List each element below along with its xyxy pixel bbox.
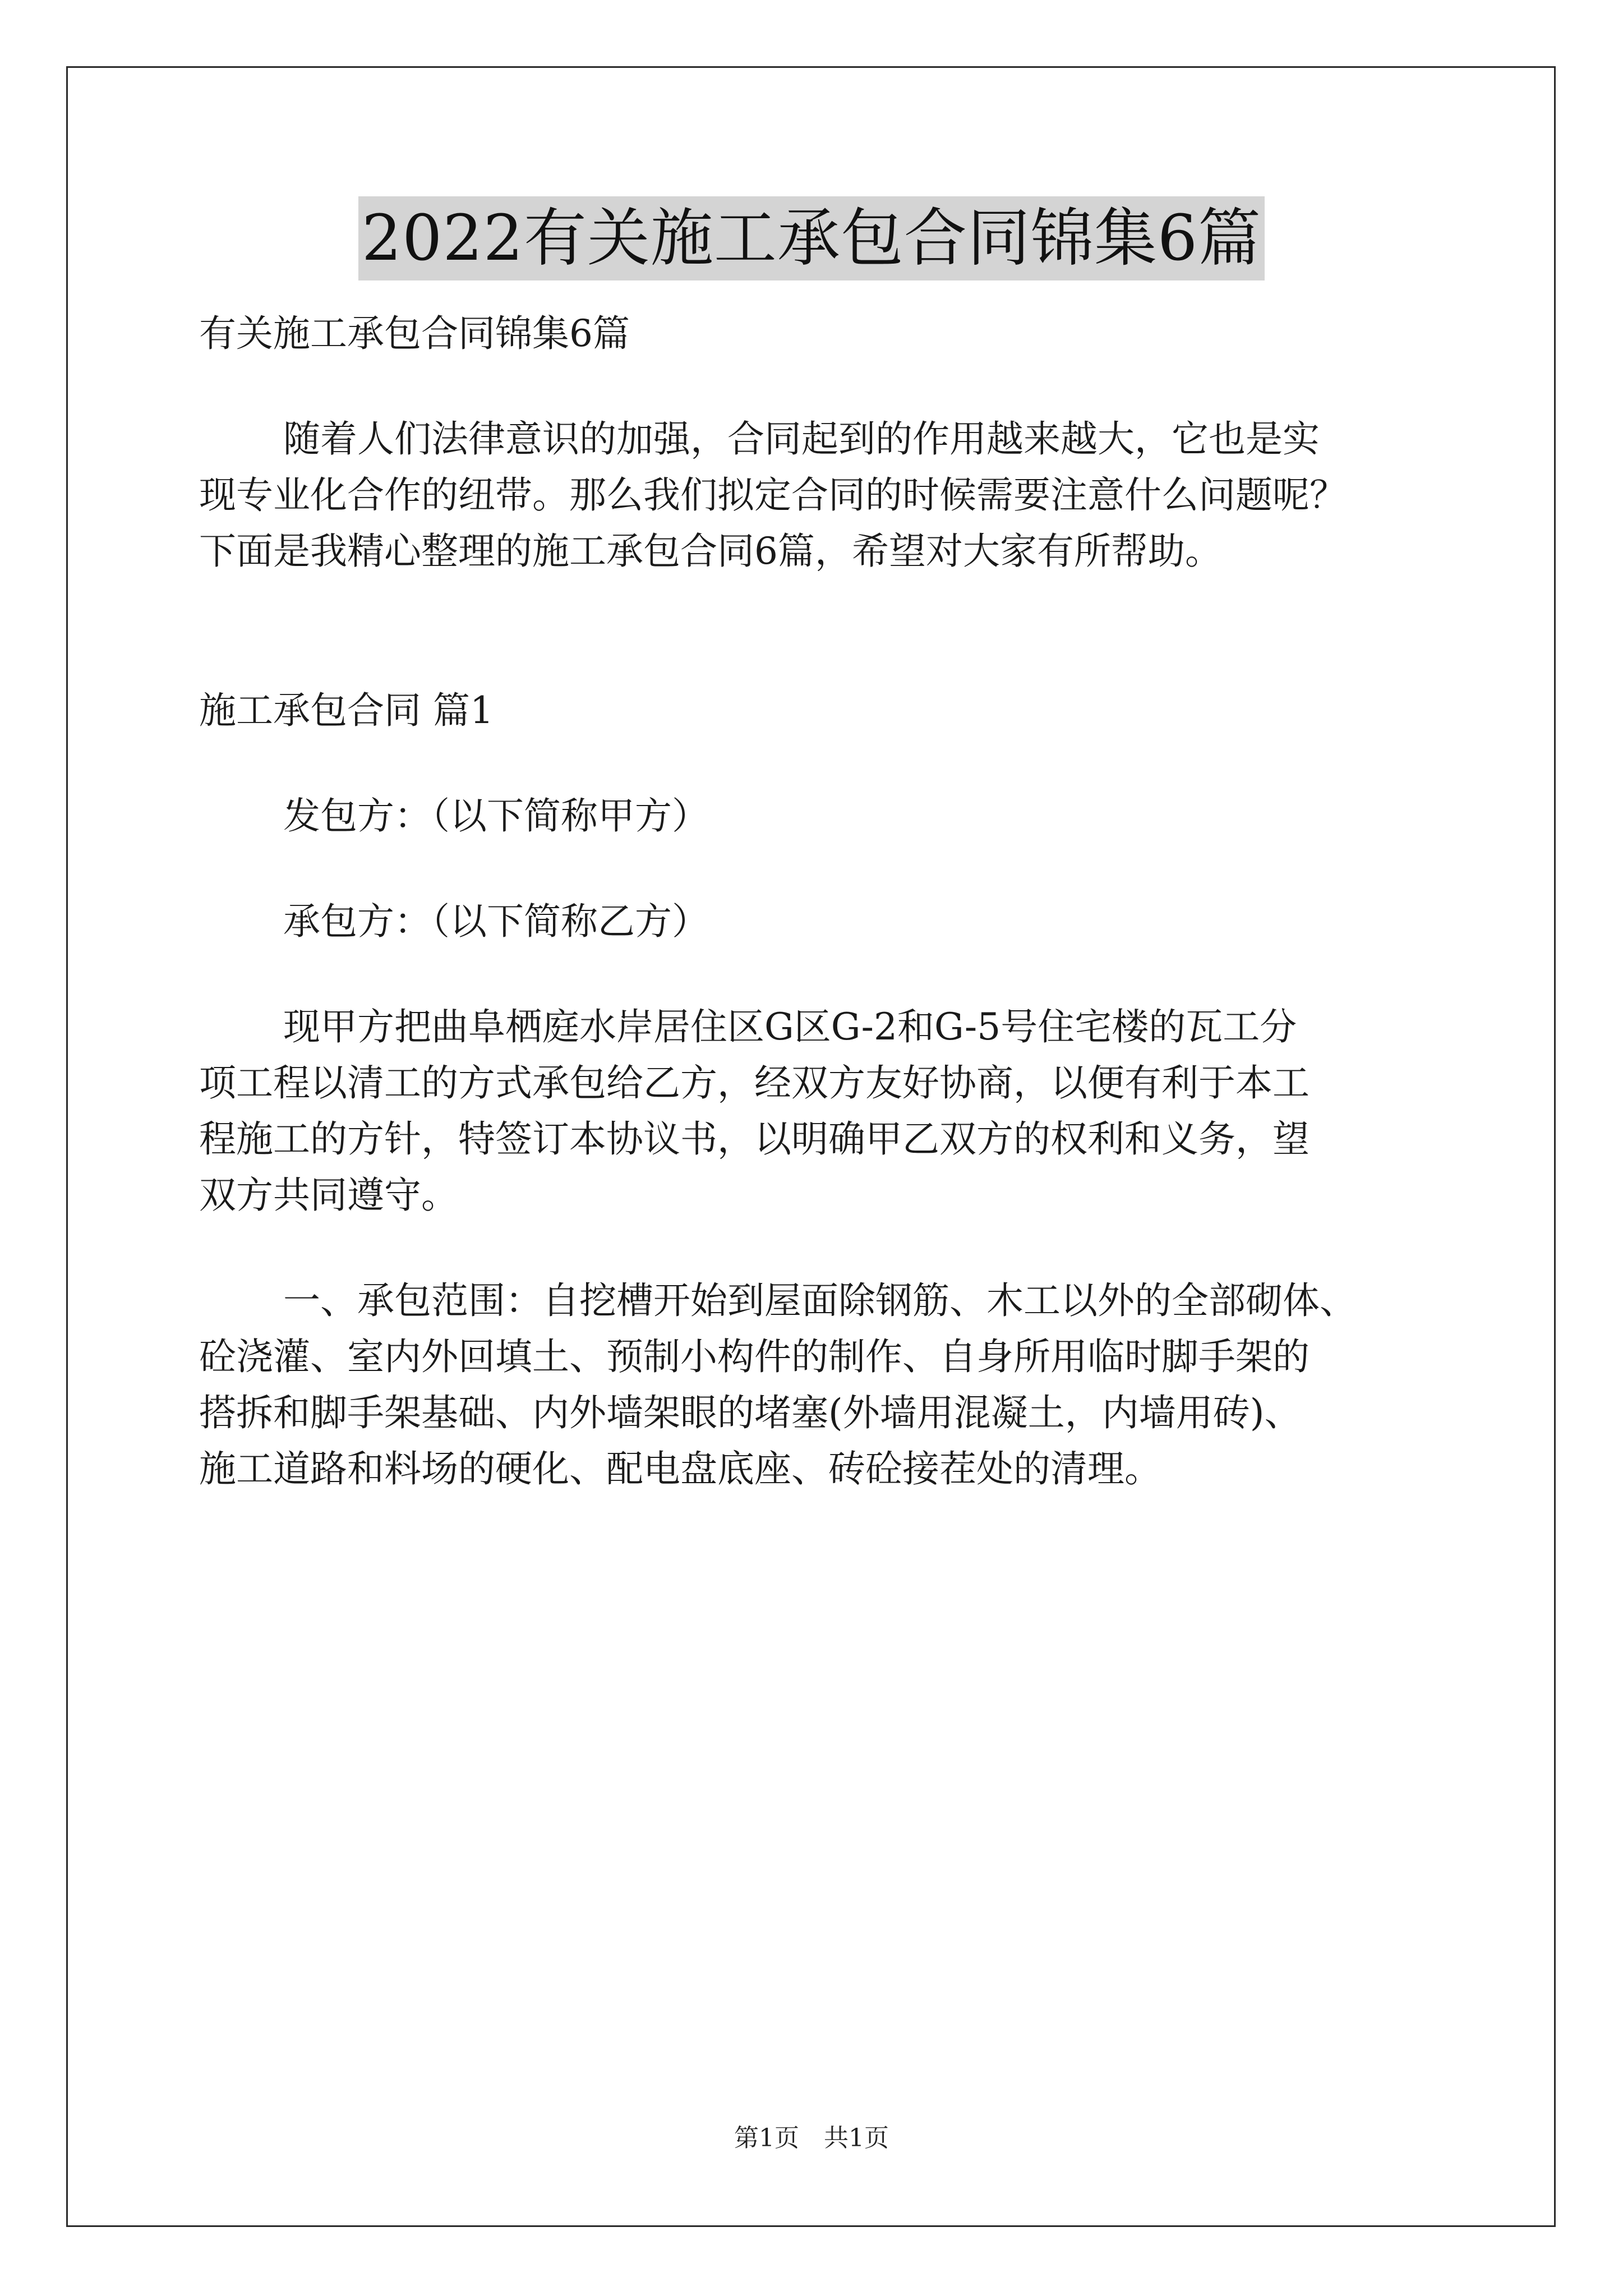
contract-paragraph xyxy=(199,999,1489,1223)
page-footer xyxy=(0,2122,1623,2155)
paragraph-line: 双方共同遵守。 xyxy=(199,1174,458,1217)
party-a-line: 发包方：（以下简称甲方） xyxy=(283,794,709,838)
scope-paragraph xyxy=(199,1273,1489,1497)
page-number: 第1页 xyxy=(734,2124,799,2152)
intro-line: 随着人们法律意识的加强，合同起到的作用越来越大，它也是实 xyxy=(283,417,1320,461)
section-spacer xyxy=(199,629,1489,683)
title-container xyxy=(0,196,1623,280)
intro-line: 下面是我精心整理的施工承包合同6篇，希望对大家有所帮助。 xyxy=(199,530,1222,573)
paragraph-line: 程施工的方针，特签订本协议书，以明确甲乙双方的权利和义务，望 xyxy=(199,1117,1310,1161)
document-subtitle: 有关施工承包合同锦集6篇 xyxy=(199,312,630,355)
document-title: 2022有关施工承包合同锦集6篇 xyxy=(358,196,1265,280)
intro-paragraph xyxy=(199,411,1489,579)
party-b-line: 承包方：（以下简称乙方） xyxy=(283,900,709,943)
page-total: 共1页 xyxy=(824,2124,889,2152)
paragraph-line: 施工道路和料场的硬化、配电盘底座、砖砼接茬处的清理。 xyxy=(199,1447,1161,1490)
document-body xyxy=(199,306,1489,1547)
paragraph-line: 砼浇灌、室内外回填土、预制小构件的制作、自身所用临时脚手架的 xyxy=(199,1335,1310,1378)
intro-line: 现专业化合作的纽带。那么我们拟定合同的时候需要注意什么问题呢？ xyxy=(199,473,1347,517)
section-heading: 施工承包合同 篇1 xyxy=(199,689,494,732)
paragraph-line: 一、承包范围：自挖槽开始到屋面除钢筋、木工以外的全部砌体、 xyxy=(283,1279,1357,1322)
paragraph-line: 现甲方把曲阜栖庭水岸居住区G区G-2和G-5号住宅楼的瓦工分 xyxy=(283,1005,1297,1048)
paragraph-line: 搭拆和脚手架基础、内外墙架眼的堵塞(外墙用混凝土，内墙用砖)、 xyxy=(199,1391,1302,1434)
paragraph-line: 项工程以清工的方式承包给乙方，经双方友好协商，以便有利于本工 xyxy=(199,1061,1310,1105)
